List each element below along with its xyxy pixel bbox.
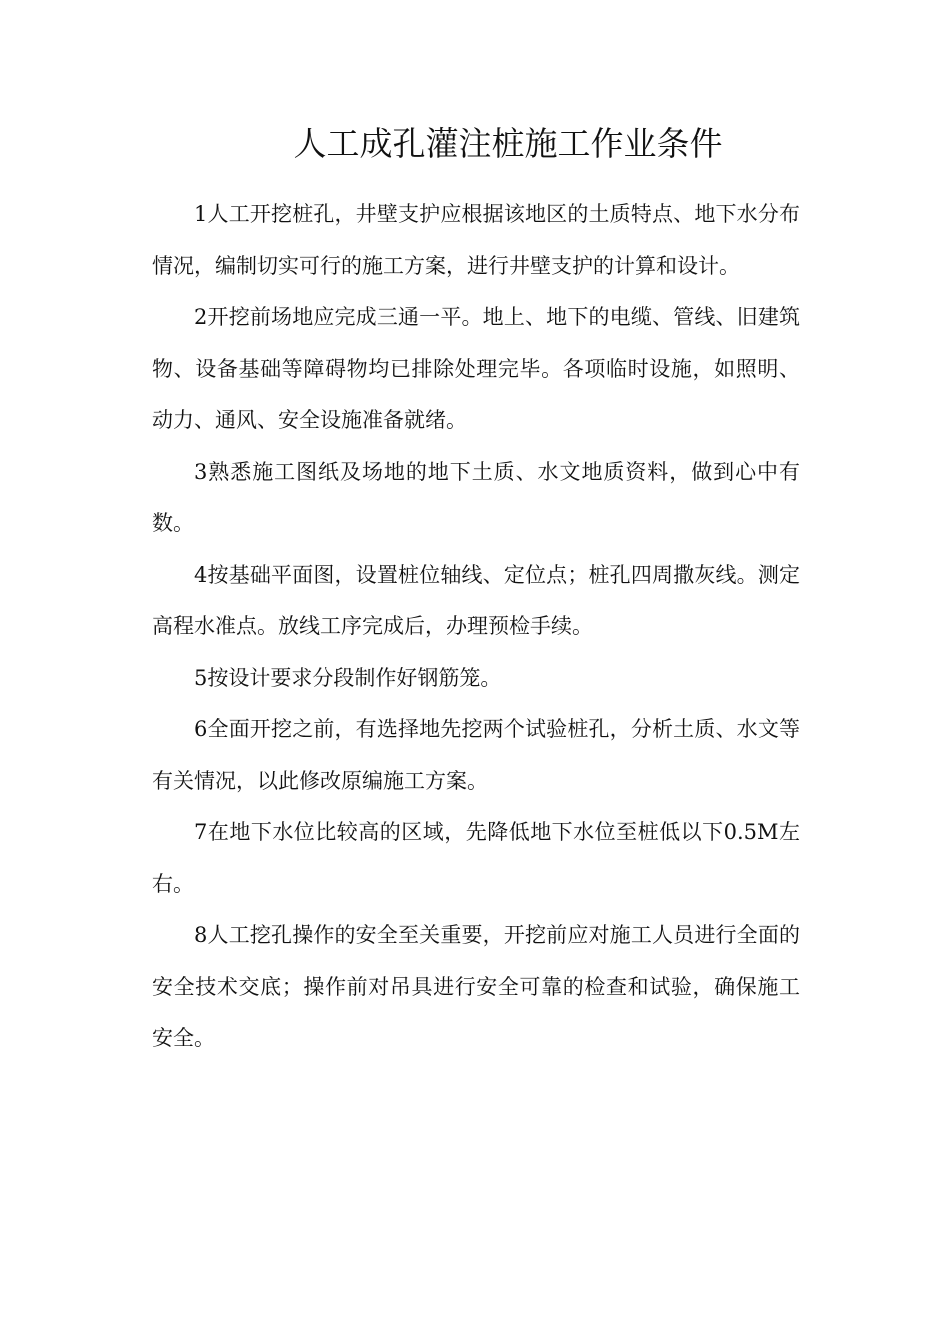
document-body (152, 189, 800, 1065)
paragraph-2: 2开挖前场地应完成三通一平。地上、地下的电缆、管线、旧建筑物、设备基础等障碍物均已排除处理完毕。各项临时设施，如照明、动力、通风、安全设施准备就绪。 (152, 305, 800, 432)
paragraph-6: 6全面开挖之前，有选择地先挖两个试验桩孔，分析土质、水文等有关情况，以此修改原编施工方案。 (152, 717, 800, 793)
paragraph-3: 3熟悉施工图纸及场地的地下土质、水文地质资料，做到心中有数。 (152, 459, 800, 535)
paragraph-7: 7在地下水位比较高的区域，先降低地下水位至桩低以下0.5M左右。 (152, 820, 800, 896)
document-title: 人工成孔灌注桩施工作业条件 (293, 124, 723, 163)
paragraph-1: 1人工开挖桩孔，井壁支护应根据该地区的土质特点、地下水分布情况，编制切实可行的施工方案，进行井壁支护的计算和设计。 (152, 202, 800, 278)
paragraph-4: 4按基础平面图，设置桩位轴线、定位点；桩孔四周撒灰线。测定高程水准点。放线工序完成后，办理预检手续。 (152, 562, 800, 638)
paragraph-8: 8人工挖孔操作的安全至关重要，开挖前应对施工人员进行全面的安全技术交底；操作前对吊具进行安全可靠的检查和试验，确保施工安全。 (152, 923, 800, 1050)
paragraph-5: 5按设计要求分段制作好钢筋笼。 (194, 665, 502, 690)
